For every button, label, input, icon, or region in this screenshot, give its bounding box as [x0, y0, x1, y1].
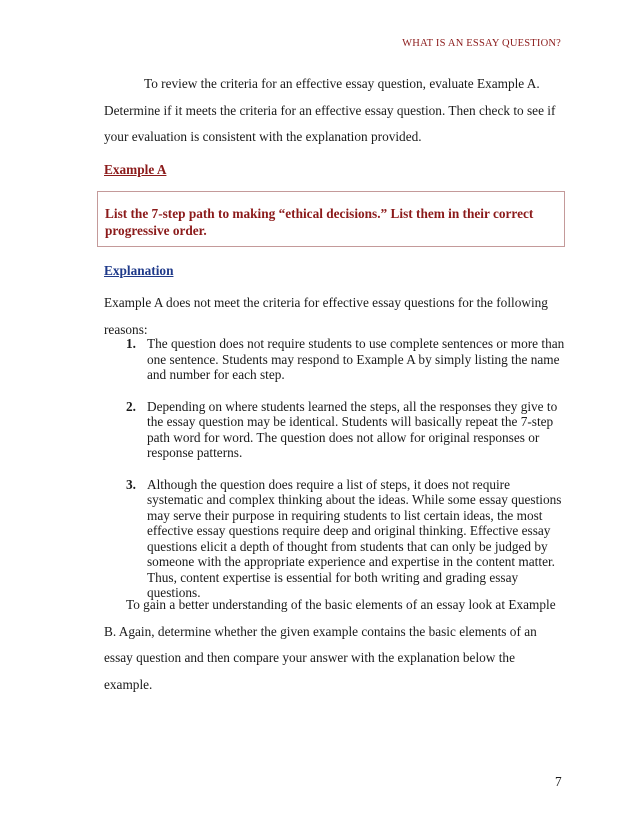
running-head: WHAT IS AN ESSAY QUESTION?	[402, 38, 561, 49]
list-item	[104, 399, 566, 461]
explanation-heading: Explanation	[104, 263, 174, 278]
example-a-box	[97, 191, 565, 247]
list-item-number: 1.	[126, 336, 136, 351]
closing-text: To gain a better understanding of the basic elements of an essay look at Example B. Again, determine whether the given example contains the basic elements of an essay question and then compare your answer with the explanation below the example.	[104, 597, 556, 692]
intro-text: To review the criteria for an effective essay question, evaluate Example A. Determine if it meets the criteria for an effective essay question. Then check to see if your evaluation is consistent with the explanation provided.	[104, 76, 556, 144]
page-number: 7	[555, 774, 562, 789]
list-item	[104, 336, 566, 383]
example-a-question: List the 7-step path to making “ethical decisions.” List them in their correct progressive order.	[105, 206, 534, 238]
list-item-text: Although the question does require a list of steps, it does not require systematic and complex thinking about the ideas. While some essay questions may serve their purpose in requiring students to list certain ideas, the most effective essay questions require deep and original thinking. Effective essay questions elicit a depth of thought from students that can only be judged by someone with the appropriate experience and expertise in the content matter. Thus, content expertise is essential for both writing and grading essay questions.	[147, 476, 562, 600]
closing-paragraph	[104, 592, 566, 698]
explanation-lead: Example A does not meet the criteria for effective essay questions for the following reasons:	[104, 295, 548, 337]
list-item-text: Depending on where students learned the steps, all the responses they give to the essay question may be identical. Students will basically repeat the 7-step path word for word. The question does not allow for original responses or response patterns.	[147, 398, 558, 460]
example-a-heading: Example A	[104, 162, 167, 177]
list-item	[104, 477, 566, 601]
list-item-text: The question does not require students to use complete sentences or more than one sentence. Students may respond to Example A by simply listing the name and number for each step.	[147, 336, 565, 382]
intro-paragraph	[104, 71, 566, 151]
list-item-number: 2.	[126, 398, 136, 414]
reasons-list	[104, 336, 566, 617]
list-item-number: 3.	[126, 476, 136, 492]
